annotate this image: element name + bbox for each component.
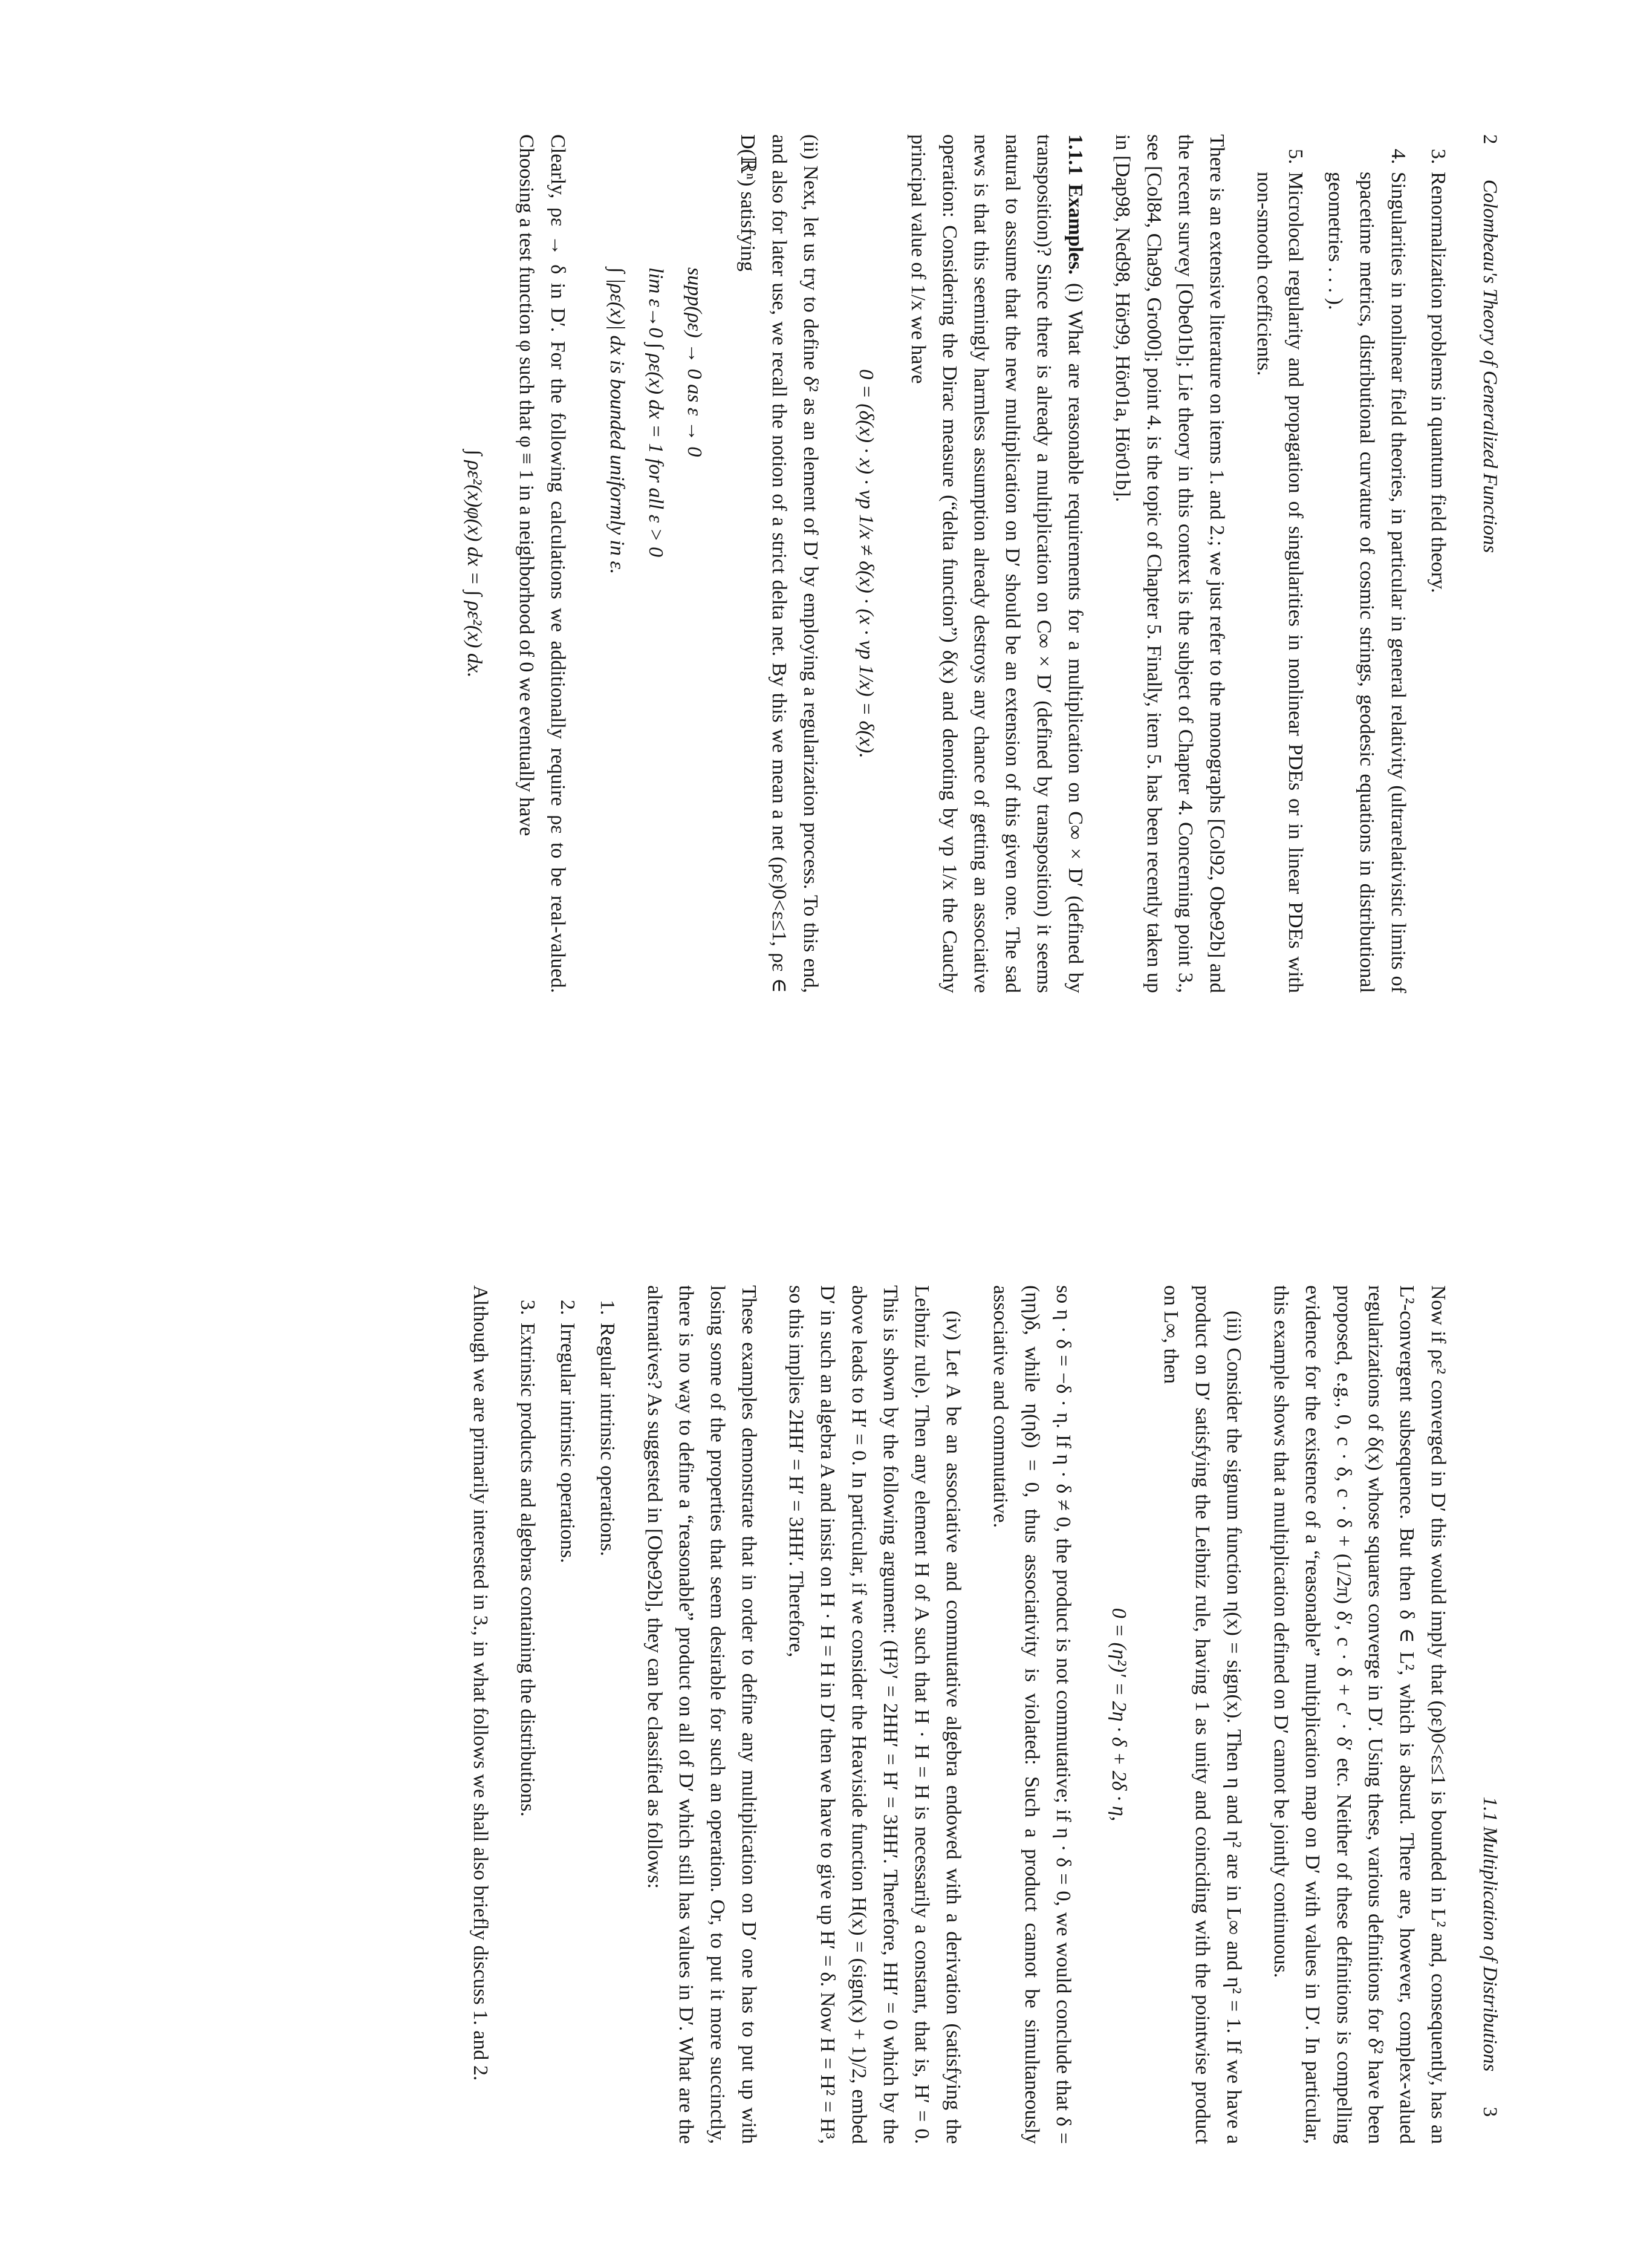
condition-support: supp(ρε) → 0 as ε → 0 xyxy=(683,267,706,457)
application-list xyxy=(1248,134,1454,993)
equation-squared-integral: ∫ ρε²(x)φ(x) dx = ∫ ρε²(x) dx. xyxy=(463,449,486,678)
list-item: 4. Singularities in nonlinear field theories, in particular in general relativity (ultrarelativistic limits of spacetime metrics, distributional curvature of cosmic strings, geodesic equations in distributional geometries . . . ). xyxy=(1319,169,1414,993)
header-title: 1.1 Multiplication of Distributions xyxy=(1479,1796,1501,2072)
list-item: 3. Renormalization problems in quantum field theory. xyxy=(1422,169,1454,993)
page-body xyxy=(434,134,1454,993)
paragraph-associativity: so η · δ = −δ · η. If η · δ ≠ 0, the product is not commutative; if η · δ = 0, we would conclude that δ = (ηη)δ, while η(ηδ) = 0, thus associativity is violated: Such a product cannot be simultaneously associative and commutative. xyxy=(989,1285,1074,2144)
paragraph-final: Although we are primarily interested in 3., in what follows we shall also briefly discuss 1. and 2. xyxy=(469,1285,492,2081)
examples-heading: 1.1.1 Examples. xyxy=(1064,134,1087,275)
delta-net-conditions xyxy=(597,267,713,993)
paragraph-alternatives: These examples demonstrate that in order to define any multiplication on D′ one has to put up with losing some of the properties that seem desirable for such an operation. Or, to put it more succinctly, there is no way to define a “reasonable” product on all of D′ which still has values in D′. What are the alternatives? As suggested in [Obe92b], they can be classified as follows: xyxy=(643,1285,760,2144)
page-number: 3 xyxy=(1479,2107,1501,2117)
list-item: 5. Microlocal regularity and propagation of singularities in nonlinear PDEs or in linear PDEs with non-smooth coefficients. xyxy=(1248,169,1311,993)
paragraph-delta-squared: Now if ρε² converged in D′ this would imply that (ρε)0<ε≤1 is bounded in L² and, consequently, has an L²-convergent subsequence. But then δ ∈ L², which is absurd. There are, however, complex-valued regularizations of δ(x) whose squares converge in D′. Using these, various definitions for δ² have been proposed, e.g., 0, c · δ, c · δ + (1/2π) δ′, c · δ + c′ · δ′ etc. Neither of these definitions is compelling evidence for the existence of a “reasonable” multiplication map on D′ with values in D′. In particular, this example shows that a multiplication defined on D′ cannot be jointly continuous. xyxy=(1270,1285,1449,2144)
equation-associativity: 0 = (δ(x) · x) · vp 1/x ≠ δ(x) · (x · vp 1/x) = δ(x). xyxy=(855,369,877,758)
alternatives-list xyxy=(512,1285,623,2144)
paragraph-delta-net: (ii) Next, let us try to define δ² as an element of D′ by employing a regularization process. To this end, and also for later use, we recall the notion of a strict delta net. By this we mean a net (ρε)0<ε≤1, ρε ∈ D(ℝⁿ) satisfying xyxy=(736,134,822,993)
paragraph-literature: There is an extensive literature on items 1. and 2.; we just refer to the monographs [Col92, Obe92b] and the recent survey [Obe01b]; Lie theory in this context is the subject of Chapter 4. Concerning point 3., see [Col84, Cha99, Gro00]; point 4. is the topic of Chapter 5. Finally, item 5. has been recently taken up in [Dap98, Ned98, Hör99, Hör01a, Hör01b]. xyxy=(1111,134,1228,993)
running-header xyxy=(1478,134,1501,553)
paragraph-heaviside: (iv) Let A be an associative and commutative algebra endowed with a derivation (satisfying the Leibniz rule). Then any element H of A such that H · H = H is necessarily a constant, that is, H′ = 0. This is shown by the following argument: (H²)′ = 2HH′ = H′ = 3HH′. Therefore, HH′ = 0 which by the above leads to H′ = 0. In particular, if we consider the Heaviside function H(x) = (sign(x) + 1)/2, embed D′ in such an algebra A and insist on H · H = H in D′ then we have to give up H′ = δ. Now H = H² = H³, so this implies 2HH′ = H′ = 3HH′. Therefore, xyxy=(785,1285,964,2144)
equation-leibniz: 0 = (η²)′ = 2η · δ + 2δ · η, xyxy=(1108,1608,1130,1822)
paragraph-clearly: Clearly, ρε → δ in D′. For the following calculations we additionally require ρε to be real-valued. Choosing a test function φ such that φ ≡ 1 in a neighborhood of 0 we eventually have xyxy=(515,134,569,993)
paragraph-examples xyxy=(902,134,1091,993)
list-item: 1. Regular intrinsic operations. xyxy=(591,1320,623,2144)
list-item: 2. Irregular intrinsic operations. xyxy=(551,1320,583,2144)
list-item: 3. Extrinsic products and algebras containing the distributions. xyxy=(512,1320,543,2144)
page-number: 2 xyxy=(1479,134,1501,145)
condition-integral: lim ε→0 ∫ ρε(x) dx = 1 for all ε > 0 xyxy=(645,267,667,558)
examples-text: (i) What are reasonable requirements for a multiplication on C∞ × D′ (defined by transposition)? Since there is already a multiplication on C∞ × D′ (defined by transposition) it seems natural to assume that the new multiplication on D′ should be an extension of this given one. The sad news is that this seemingly harmless assumption already destroys any chance of getting an associative operation: Considering the Dirac measure (“delta function”) δ(x) and denoting by vp 1/x the Cauchy principal value of 1/x we have xyxy=(907,134,1087,993)
right-page xyxy=(0,1134,1635,2268)
condition-bounded: ∫ |ρε(x)| dx is bounded uniformly in ε. xyxy=(606,267,628,575)
running-header xyxy=(1478,1797,1501,2117)
paragraph-signum: (iii) Consider the signum function η(x) = sign(x). Then η and η² are in L∞ and η² = 1. If we have a product on D′ satisfying the Leibniz rule, having 1 as unity and coinciding with the pointwise product on L∞, then xyxy=(1160,1285,1245,2144)
page-body xyxy=(449,1285,1454,2144)
header-title: Colombeau's Theory of Generalized Functions xyxy=(1479,179,1501,553)
